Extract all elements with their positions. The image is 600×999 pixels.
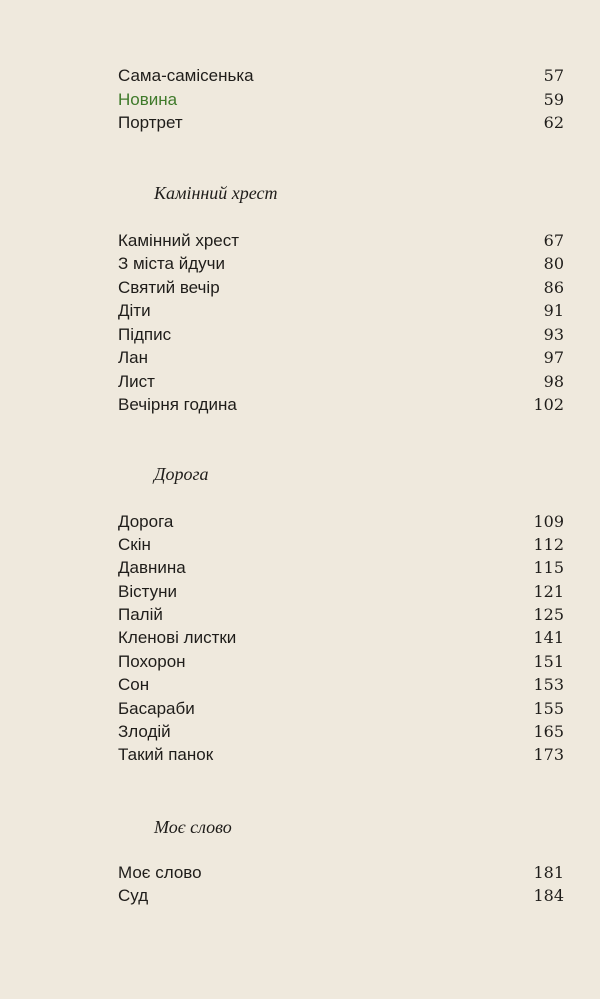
entry-page: 59: [543, 90, 564, 109]
toc-entry: [118, 603, 564, 627]
entry-page: 112: [533, 535, 564, 554]
entry-title: Кленові листки: [118, 628, 237, 647]
entry-title: Скін: [118, 535, 151, 554]
entry-title: Святий вечір: [118, 278, 220, 297]
entry-page: 151: [533, 652, 564, 671]
entry-page: 97: [543, 348, 564, 367]
entry-title: Сама-самісенька: [118, 66, 254, 85]
entry-title: Давнина: [118, 558, 186, 577]
entry-title: Камінний хрест: [118, 231, 240, 250]
entry-title: Злодій: [118, 722, 171, 741]
entry-title: Такий панок: [118, 745, 214, 764]
entry-title: Лист: [118, 372, 155, 391]
entry-page: 181: [533, 863, 564, 882]
section-heading: Моє слово: [154, 817, 232, 837]
section-heading: Дорога: [154, 464, 209, 484]
entry-title: Басараби: [118, 699, 195, 718]
entry-page: 155: [533, 699, 564, 718]
toc-entry: [118, 229, 564, 253]
entry-title: Підпис: [118, 325, 172, 344]
entry-page: 93: [543, 325, 564, 344]
entry-title: Портрет: [118, 113, 183, 132]
entry-page: 57: [543, 66, 564, 85]
entry-page: 141: [533, 628, 564, 647]
entry-page: 121: [533, 582, 564, 601]
entry-title: Вістуни: [118, 582, 177, 601]
entry-page: 86: [543, 278, 564, 297]
entry-page: 98: [543, 372, 564, 391]
entry-title: Похорон: [118, 652, 186, 671]
entry-title: Сон: [118, 675, 150, 694]
toc-entry: [118, 346, 564, 370]
entry-title: Лан: [118, 348, 148, 367]
entry-title: Палій: [118, 605, 163, 624]
toc-entry: [118, 580, 564, 604]
toc-entry: [118, 510, 564, 534]
toc-entry: [118, 88, 564, 112]
section-heading: Камінний хрест: [154, 183, 278, 203]
toc-entry: [118, 533, 564, 557]
toc-entry: [118, 673, 564, 697]
toc-entry: [118, 720, 564, 744]
entry-page: 102: [533, 395, 564, 414]
toc-entry: [118, 276, 564, 300]
toc-entry: [118, 111, 564, 135]
entry-page: 62: [543, 113, 564, 132]
entry-title: Моє слово: [118, 863, 202, 882]
entry-title: Вечірня година: [118, 395, 237, 414]
toc-entry: [118, 323, 564, 347]
toc-entry: [118, 743, 564, 767]
toc-entry: [118, 252, 564, 276]
toc-entry: [118, 370, 564, 394]
entry-title: Суд: [118, 886, 149, 905]
entry-page: 125: [533, 605, 564, 624]
entry-title: З міста йдучи: [118, 254, 225, 273]
toc-entry: [118, 299, 564, 323]
entry-page: 184: [533, 886, 564, 905]
toc-entry: [118, 650, 564, 674]
entry-page: 115: [533, 558, 564, 577]
toc-entry: [118, 64, 564, 88]
entry-page: 109: [533, 512, 564, 531]
entry-page: 91: [543, 301, 564, 320]
entry-page: 67: [543, 231, 564, 250]
entry-title: Новина: [118, 90, 178, 109]
toc-entry: [118, 861, 564, 885]
entry-page: 173: [533, 745, 564, 764]
toc-entry: [118, 393, 564, 417]
toc-entry: [118, 556, 564, 580]
entry-title: Діти: [118, 301, 151, 320]
toc-entry: [118, 697, 564, 721]
entry-page: 80: [543, 254, 564, 273]
toc-entry: [118, 884, 564, 908]
entry-page: 165: [533, 722, 564, 741]
toc-entry: [118, 626, 564, 650]
entry-title: Дорога: [118, 512, 174, 531]
entry-page: 153: [533, 675, 564, 694]
